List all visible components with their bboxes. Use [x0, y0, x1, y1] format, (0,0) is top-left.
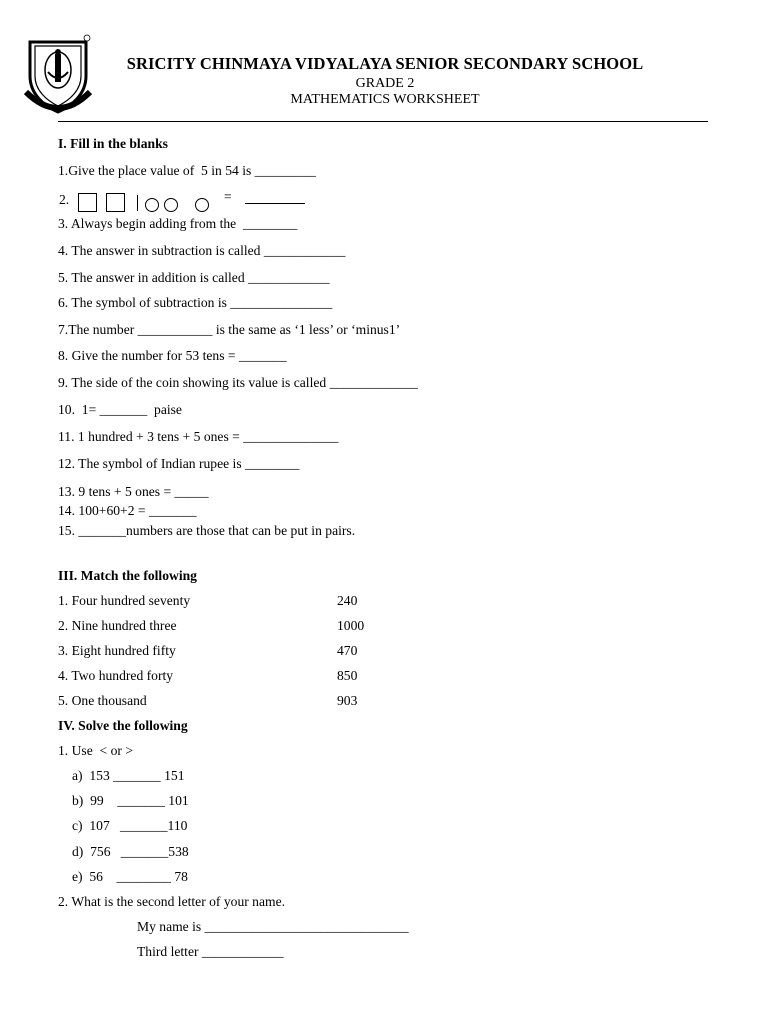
- match-left-item: 5. One thousand: [58, 693, 147, 708]
- equals-sign: =: [224, 189, 232, 204]
- section4-title: IV. Solve the following: [58, 718, 188, 733]
- section3-title: III. Match the following: [58, 568, 197, 583]
- match-right-item: 903: [337, 693, 358, 708]
- school-name: SRICITY CHINMAYA VIDYALAYA SENIOR SECONDARY SCHOOL: [126, 54, 644, 73]
- answer-blank[interactable]: [245, 203, 305, 204]
- question-12: 12. The symbol of Indian rupee is ________: [58, 456, 300, 471]
- match-right-item: 1000: [337, 618, 365, 633]
- question-11: 11. 1 hundred + 3 tens + 5 ones = ______________: [58, 429, 339, 444]
- question-7: 7.The number ___________ is the same as ‘1 less’ or ‘minus1’: [58, 322, 401, 337]
- worksheet-title: MATHEMATICS WORKSHEET: [290, 92, 480, 107]
- hundred-square-icon: [78, 193, 97, 212]
- question-10: 10. 1= _______ paise: [58, 402, 182, 417]
- match-right-item: 240: [337, 593, 358, 608]
- one-circle-icon: [195, 198, 209, 212]
- compare-item: e) 56 ________ 78: [72, 869, 188, 884]
- question-5: 5. The answer in addition is called ____________: [58, 270, 330, 285]
- question-14: 14. 100+60+2 = _______: [58, 503, 197, 518]
- match-left-item: 2. Nine hundred three: [58, 618, 177, 633]
- third-letter-line: Third letter ____________: [137, 944, 284, 959]
- question-15: 15. _______numbers are those that can be put in pairs.: [58, 523, 356, 538]
- compare-item: c) 107 _______110: [72, 818, 188, 833]
- question-1: 1.Give the place value of 5 in 54 is _________: [58, 163, 316, 178]
- question-4: 4. The answer in subtraction is called ____________: [58, 243, 346, 258]
- one-circle-icon: [164, 198, 178, 212]
- section1-title: I. Fill in the blanks: [58, 136, 168, 151]
- match-left-item: 1. Four hundred seventy: [58, 593, 191, 608]
- question-6: 6. The symbol of subtraction is _______________: [58, 295, 333, 310]
- question-2-label: 2.: [59, 192, 70, 207]
- compare-item: b) 99 _______ 101: [72, 793, 189, 808]
- header-divider: [58, 121, 708, 122]
- match-left-item: 4. Two hundred forty: [58, 668, 174, 683]
- ten-stick-icon: [137, 195, 138, 211]
- compare-instruction: 1. Use < or >: [58, 743, 133, 758]
- one-circle-icon: [145, 198, 159, 212]
- question-13: 13. 9 tens + 5 ones = _____: [58, 484, 209, 499]
- compare-item: a) 153 _______ 151: [72, 768, 185, 783]
- name-line: My name is ______________________________: [137, 919, 409, 934]
- match-right-item: 470: [337, 643, 358, 658]
- match-right-item: 850: [337, 668, 358, 683]
- hundred-square-icon: [106, 193, 125, 212]
- question-9: 9. The side of the coin showing its value is called _____________: [58, 375, 418, 390]
- name-question: 2. What is the second letter of your name.: [58, 894, 285, 909]
- grade-label: GRADE 2: [355, 76, 415, 91]
- question-8: 8. Give the number for 53 tens = _______: [58, 348, 287, 363]
- match-left-item: 3. Eight hundred fifty: [58, 643, 176, 658]
- question-3: 3. Always begin adding from the ________: [58, 216, 298, 231]
- compare-item: d) 756 _______538: [72, 844, 189, 859]
